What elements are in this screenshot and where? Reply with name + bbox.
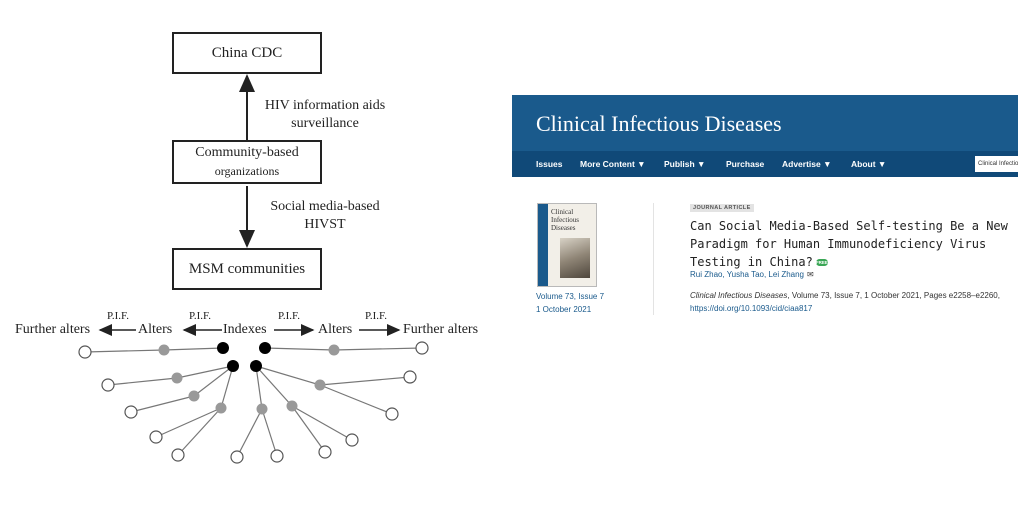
issue-date-link[interactable]: 1 October 2021 <box>536 305 592 314</box>
envelope-icon[interactable]: ✉ <box>807 270 814 279</box>
alter-node <box>159 345 170 356</box>
hivst-label-line1: Social media-based <box>270 199 380 214</box>
article-type-badge: JOURNAL ARTICLE <box>690 204 754 212</box>
pif-label: P.I.F. <box>189 310 212 322</box>
pif-label: P.I.F. <box>107 310 130 322</box>
citation-journal-name: Clinical Infectious Diseases <box>690 291 788 300</box>
alter-node <box>189 391 200 402</box>
further-alter-node <box>125 406 137 418</box>
index-node <box>227 360 239 372</box>
community-organizations-box <box>172 140 322 184</box>
nav-about[interactable]: About ▼ <box>851 159 887 169</box>
surveillance-label-line1: HIV information aids <box>264 98 386 113</box>
pif-label: P.I.F. <box>278 310 301 322</box>
cbo-label-line2: organizations <box>214 164 280 178</box>
nav-purchase[interactable]: Purchase <box>726 159 765 169</box>
author-list <box>690 270 814 279</box>
alter-node <box>257 404 268 415</box>
column-divider <box>653 203 654 315</box>
journal-search-input[interactable]: Clinical Infectio <box>975 156 1018 172</box>
further-alter-node <box>271 450 283 462</box>
alter-node <box>287 401 298 412</box>
further-alters-right-label: Further alters <box>403 322 479 337</box>
further-alter-node <box>150 431 162 443</box>
pif-label: P.I.F. <box>365 310 388 322</box>
authors-link[interactable]: Rui Zhao, Yusha Tao, Lei Zhang <box>690 270 805 279</box>
nav-publish[interactable]: Publish ▼ <box>664 159 706 169</box>
further-alter-node <box>416 342 428 354</box>
cover-illustration <box>560 238 590 278</box>
china-cdc-box <box>172 32 322 74</box>
cbo-label-line1: Community-based <box>195 145 299 160</box>
article-title <box>690 217 1016 271</box>
index-node <box>250 360 262 372</box>
alter-node <box>216 403 227 414</box>
citation-details: , Volume 73, Issue 7, 1 October 2021, Pages e2258–e2260, <box>787 291 1000 300</box>
cover-spine-strip <box>538 204 548 287</box>
msm-communities-box <box>172 248 322 290</box>
alters-left-label: Alters <box>138 322 173 337</box>
further-alter-node <box>172 449 184 461</box>
article-title-text: Can Social Media-Based Self-testing Be a New Paradigm for Human Immunodeficiency Virus Testing in China? <box>690 219 1008 269</box>
issue-volume-link[interactable]: Volume 73, Issue 7 <box>536 292 605 301</box>
alter-node <box>172 373 183 384</box>
further-alter-node <box>386 408 398 420</box>
indexes-label: Indexes <box>223 322 267 337</box>
cover-title: Clinical Infectious Diseases <box>551 208 579 232</box>
further-alter-node <box>404 371 416 383</box>
surveillance-edge-label <box>250 97 400 133</box>
index-node <box>217 342 229 354</box>
hivst-edge-label <box>250 198 400 234</box>
issue-cover-image[interactable] <box>537 203 597 287</box>
msm-label: MSM communities <box>188 261 306 277</box>
journal-title-link[interactable]: Clinical Infectious Diseases <box>536 111 782 136</box>
article-citation <box>690 291 1000 300</box>
doi-link[interactable]: https://doi.org/10.1093/cid/ciaa817 <box>690 304 813 313</box>
journal-article-page <box>512 95 1018 335</box>
free-access-icon: FREE <box>815 260 828 265</box>
further-alter-node <box>231 451 243 463</box>
nav-advertise[interactable]: Advertise ▼ <box>782 159 832 169</box>
alter-node <box>329 345 340 356</box>
alters-right-label: Alters <box>318 322 353 337</box>
further-alter-node <box>102 379 114 391</box>
index-node <box>259 342 271 354</box>
hivst-label-line2: HIVST <box>304 217 346 232</box>
surveillance-label-line2: surveillance <box>291 116 359 131</box>
further-alter-node <box>319 446 331 458</box>
nav-issues[interactable]: Issues <box>536 159 563 169</box>
china-cdc-label: China CDC <box>211 45 283 61</box>
further-alters-left-label: Further alters <box>15 322 91 337</box>
further-alter-node <box>79 346 91 358</box>
nav-more-content[interactable]: More Content ▼ <box>580 159 646 169</box>
further-alter-node <box>346 434 358 446</box>
alter-node <box>315 380 326 391</box>
journal-nav-bar <box>512 151 1018 177</box>
journal-header <box>512 95 1018 151</box>
hivst-flow-diagram <box>0 0 500 512</box>
